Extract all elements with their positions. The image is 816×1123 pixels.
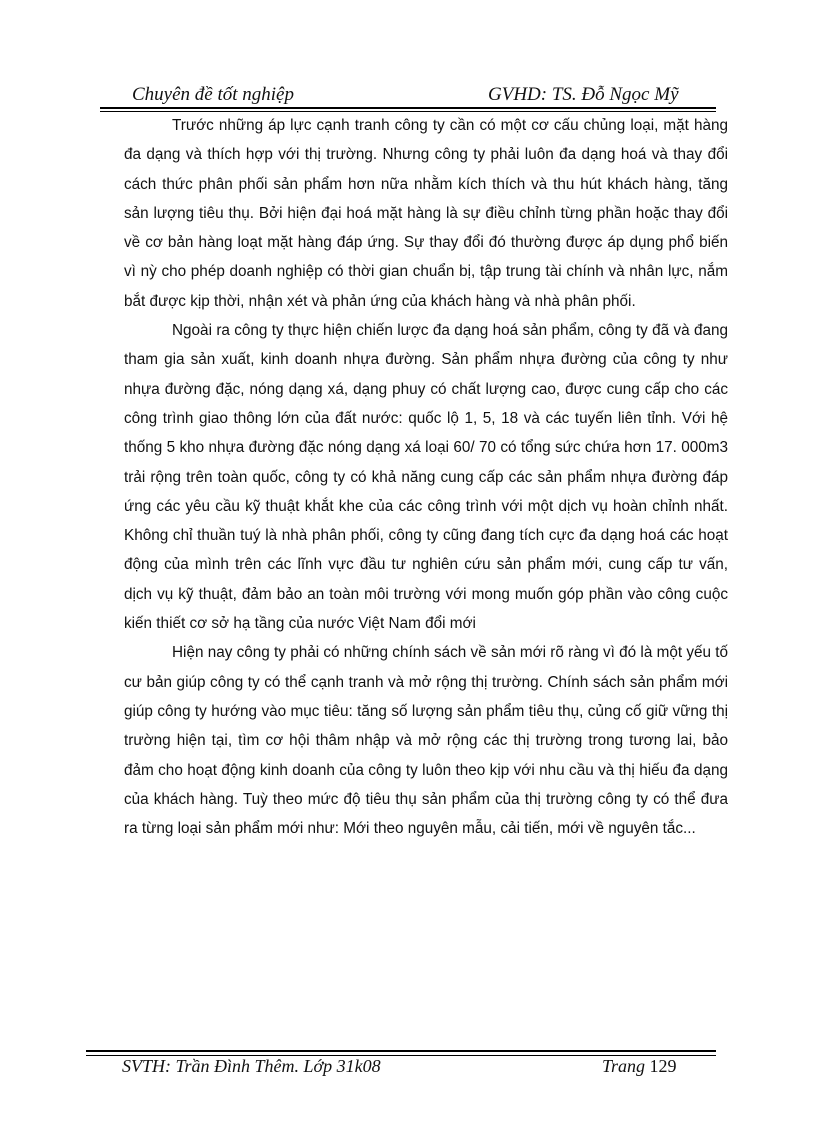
page-label: Trang xyxy=(602,1056,646,1076)
header-rule-thick xyxy=(100,107,716,109)
footer-page xyxy=(602,1056,677,1077)
paragraph-2: Ngoài ra công ty thực hiện chiến lược đa dạng hoá sản phẩm, công ty đã và đang tham gia sản xuất, kinh doanh nhựa đường. Sản phẩm nhựa đường của công ty như nhựa đường đặc, nóng dạng xá, dạng phuy có chất lượng cao, được cung cấp cho các công trình giao thông lớn của đất nước: quốc lộ 1, 5, 18 và các tuyến liên tỉnh. Với hệ thống 5 kho nhựa đường đặc nóng dạng xá loại 60/ 70 có tổng sức chứa hơn 17. 000m3 trải rộng trên toàn quốc, công ty có khả năng cung cấp các sản phẩm nhựa đường đáp ứng các yêu cầu kỹ thuật khắt khe của các công trình với một dịch vụ hoàn chỉnh nhất. Không chỉ thuần tuý là nhà phân phối, công ty cũng đang tích cực đa dạng hoá các hoạt động của mình trên các lĩnh vực đầu tư nghiên cứu sản phẩm mới, cung cấp tư vấn, dịch vụ kỹ thuật, đảm bảo an toàn môi trường với mong muốn góp phần vào công cuộc kiến thiết cơ sở hạ tầng của nước Việt Nam đổi mới xyxy=(124,322,728,633)
footer-rule-thick xyxy=(86,1050,716,1052)
paragraph-3: Hiện nay công ty phải có những chính sách về sản mới rõ ràng vì đó là một yếu tố cư bản giúp công ty có thể cạnh tranh và mở rộng thị trường. Chính sách sản phẩm mới giúp công ty hướng vào mục tiêu: tăng số lượng sản phẩm tiêu thụ, củng cố giữ vững thị trường hiện tại, tìm cơ hội thâm nhập và mở rộng các thị trường trong tương lai, bảo đảm cho hoạt động kinh doanh của công ty luôn theo kịp với nhu cầu và thị hiếu đa dạng của khách hàng. Tuỳ theo mức độ tiêu thụ sản phẩm của thị trường công ty có thể đưa ra từng loại sản phẩm mới như: Mới theo nguyên mẫu, cải tiến, mới về nguyên tắc... xyxy=(124,644,728,838)
header-title: Chuyên đề tốt nghiệp xyxy=(132,84,294,105)
paragraph-1: Trước những áp lực cạnh tranh công ty cần có một cơ cấu chủng loại, mặt hàng đa dạng và thích hợp với thị trường. Nhưng công ty phải luôn đa dạng hoá và thay đổi cách thức phân phối sản phẩm hơn nữa nhằm kích thích và thu hút khách hàng, tăng sản lượng tiêu thụ. Bởi hiện đại hoá mặt hàng là sự điều chỉnh từng phần hoặc thay đổi về cơ bản hàng loạt mặt hàng đáp ứng. Sự thay đổi đó thường được áp dụng phổ biến vì nỳ cho phép doanh nghiệp có thời gian chuẩn bị, tập trung tài chính và nhân lực, nắm bắt được kịp thời, nhận xét và phản ứng của khách hàng và nhà phân phối. xyxy=(124,117,728,310)
page-number: 129 xyxy=(649,1056,677,1076)
header-advisor: GVHD: TS. Đỗ Ngọc Mỹ xyxy=(488,84,679,105)
body-text xyxy=(124,111,728,843)
footer-author: SVTH: Trần Đình Thêm. Lớp 31k08 xyxy=(122,1056,381,1076)
